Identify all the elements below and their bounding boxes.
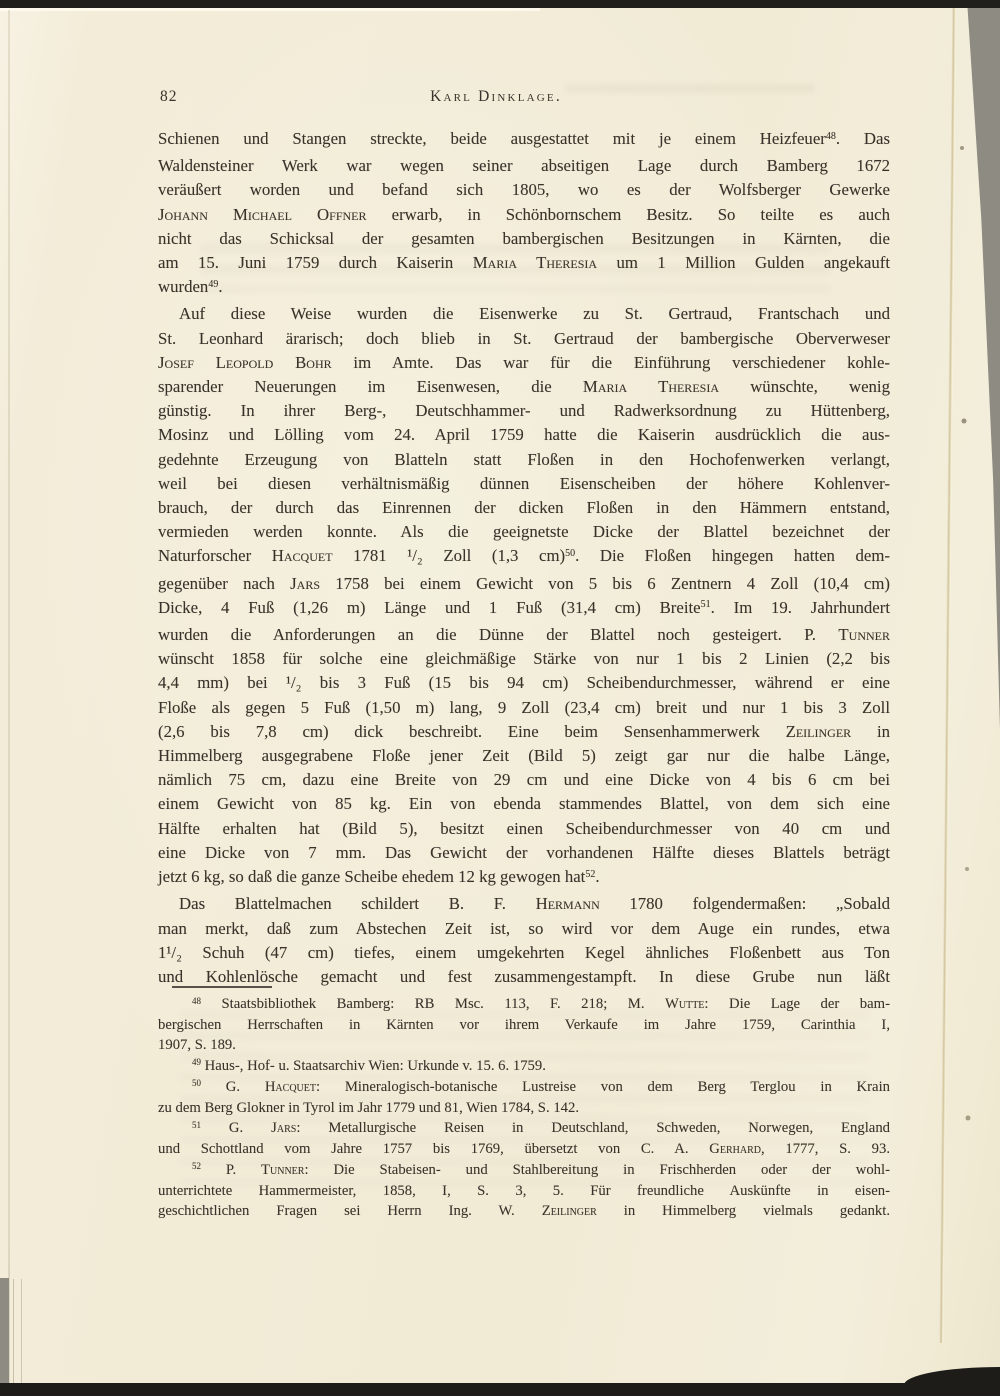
footnote-line [158, 1077, 890, 1098]
small-caps-name: Josef Leopold Bohr [158, 352, 332, 372]
text-run: : Die Lage der bam- [704, 996, 890, 1012]
text-run: gegenüber nach [158, 573, 291, 593]
text-run: um 1 Million Gulden angekauft [597, 253, 890, 273]
page-crease-right [939, 8, 956, 1343]
scan-dust-specks [0, 0, 2, 2]
text-run: Staatsbibliothek Bamberg: RB Msc. 113, F. 218; M. [201, 996, 665, 1012]
text-run: man merkt, daß zum Abstechen Zeit ist, so wird vor dem Auge ein rundes, etwa [158, 918, 890, 938]
text-run: und Schottland vom Jahre 1757 bis 1769, übersetzt von C. A. [158, 1141, 710, 1158]
body-line [158, 768, 890, 792]
text-run: gedehnte Erzeugung von Blatteln statt Floßen in den Hochofenwerken verlangt, [158, 449, 890, 469]
footnote [158, 1056, 890, 1077]
small-caps-name: Hacquet [271, 546, 333, 566]
body-line [158, 399, 890, 423]
text-run: G. [201, 1078, 265, 1095]
footnote-ref: 49 [208, 278, 219, 290]
body-line [158, 917, 890, 941]
text-run: nämlich 75 cm, dazu eine Breite von 29 cm und eine Dicke von 4 bis 6 cm bei [158, 770, 890, 790]
small-caps-name: Maria Theresia [472, 253, 598, 273]
footnote-ref: 48 [825, 130, 836, 142]
text-run: : Metallurgische Reisen in Deutschland, Schweden, Norwegen, England [296, 1120, 891, 1137]
paragraph [158, 302, 890, 892]
footnote-line [158, 994, 890, 1015]
text-run: Dicke, 4 Fuß (1,26 m) Länge und 1 Fuß (31,4 cm) Breite [158, 597, 701, 617]
text-run: bergischen Herrschaften in Kärnten vor ihrem Verkaufe im Jahre 1759, Carinthia I, [158, 1017, 890, 1034]
body-line [158, 841, 890, 865]
text-run: , 1777, S. 93. [760, 1141, 890, 1158]
text-run: 1¹/₂ Schuh (47 cm) tiefes, einem umgekehrten Kegel ähnliches Floßenbett aus Ton [158, 942, 890, 962]
footnote-marker: 52 [192, 1161, 201, 1172]
text-run: St. Leonhard ärarisch; doch blieb in St. Gertraud der bambergische Oberverweser [158, 328, 890, 348]
footnote-marker: 51 [192, 1119, 201, 1130]
footnote-line [158, 1056, 890, 1077]
footnote-line [158, 1139, 890, 1159]
text-run: P. [201, 1161, 262, 1178]
small-caps-name: Zeilinger [785, 721, 852, 741]
footnote [158, 1077, 890, 1118]
small-caps-name: Jars [271, 1120, 297, 1137]
text-run: geschichtlichen Fragen sei Herrn Ing. W. [158, 1203, 542, 1220]
body-line [158, 472, 890, 496]
text-run: wurden [158, 277, 209, 297]
body-line [158, 865, 890, 892]
body-line [158, 227, 890, 251]
text-run: Haus-, Hof- u. Staatsarchiv Wien: Urkunde v. 15. 6. 1759. [201, 1057, 546, 1074]
footnote [158, 1118, 890, 1159]
text-run: Naturforscher [158, 546, 272, 566]
body-line [158, 520, 890, 544]
body-line [158, 817, 890, 841]
text-run: . [595, 867, 600, 887]
body-line [158, 744, 890, 768]
text-run: Auf diese Weise wurden die Eisenwerke zu St. Gertraud, Frantschach und [179, 304, 890, 324]
body-line [158, 251, 890, 275]
text-run: wünscht 1858 für solche eine gleichmäßige Stärke von nur 1 bis 2 Linien (2,2 bis [158, 649, 890, 669]
text-run: einem Gewicht von 85 kg. Ein von ebenda stammendes Blattel, von dem sich eine [158, 794, 890, 814]
footnote-ref: 50 [565, 547, 576, 559]
small-caps-name: Maria Theresia [582, 377, 719, 397]
small-caps-name: Tunner [838, 625, 890, 645]
text-run: zu dem Berg Glokner in Tyrol im Jahr 1779 und 81, Wien 1784, S. 142. [158, 1100, 580, 1117]
small-caps-name: Wutte [665, 996, 705, 1012]
footnote-line [158, 1098, 890, 1118]
footnote-line [158, 1160, 890, 1181]
body-line [158, 302, 890, 326]
body-line [158, 423, 890, 447]
body-line [158, 572, 890, 596]
text-run: Hälfte erhalten hat (Bild 5), besitzt einen Scheibendurchmesser von 40 cm und [158, 818, 890, 838]
footnote-ref: 51 [700, 599, 711, 611]
text-run: in [851, 721, 890, 741]
text-run: nicht das Schicksal der gesamten bambergischen Besitzungen in Kärnten, die [158, 228, 890, 248]
page-edge-line [13, 1279, 14, 1383]
page-corner-bottom-right [904, 1367, 1000, 1385]
small-caps-name: Hermann [535, 894, 600, 914]
body-line [158, 720, 890, 744]
scan-top-edge [0, 0, 1000, 8]
footnote-rule [172, 986, 272, 988]
footnote [158, 994, 890, 1056]
body-line [158, 544, 890, 571]
body-line [158, 203, 890, 227]
text-run: : Die Stabeisen- und Stahlbereitung in Frischherden oder der wohl- [304, 1161, 890, 1178]
footnote-marker: 50 [192, 1078, 201, 1089]
body-line [158, 647, 890, 671]
text-run: jetzt 6 kg, so daß die ganze Scheibe ehedem 12 kg gewogen hat [158, 867, 586, 887]
footnote-line [158, 1201, 890, 1221]
body-line [158, 941, 890, 965]
text-run: 1907, S. 189. [158, 1037, 236, 1054]
text-run: eine Dicke von 7 mm. Das Gewicht der vorhandenen Hälfte dieses Blattels beträgt [158, 842, 890, 862]
body-line [158, 178, 890, 202]
scan-left-edge [0, 1278, 9, 1396]
body-line [158, 596, 890, 623]
scan-top-edge-highlight [0, 8, 540, 11]
paragraph [158, 127, 890, 302]
text-run: wurden die Anforderungen an die Dünne der Blattel noch gesteigert. P. [158, 625, 839, 645]
page-number: 82 [160, 88, 178, 105]
text-run: brauch, der durch das Einrennen der dicken Floßen in den Hämmern entstand, [158, 498, 890, 518]
running-header: Karl Dinklage. [430, 88, 562, 105]
scan-right-edge [966, 0, 1000, 730]
text-run: 1780 folgendermaßen: „Sobald [599, 894, 890, 914]
footnote-line [158, 1015, 890, 1035]
small-caps-name: Hacquet [264, 1078, 316, 1095]
page-crease-left [8, 10, 10, 1386]
body-line [158, 351, 890, 375]
text-run: weil bei diesen verhältnismäßig dünnen Eisenscheiben der höhere Kohlenver- [158, 473, 890, 493]
body-line [158, 892, 890, 916]
text-run: . Im 19. Jahrhundert [710, 597, 891, 617]
text-run: Mosinz und Lölling vom 24. April 1759 hatte die Kaiserin ausdrücklich die aus- [158, 425, 890, 445]
text-run: am 15. Juni 1759 durch Kaiserin [158, 253, 473, 273]
page-edge-line [21, 1279, 22, 1383]
footnote-line [158, 1035, 890, 1055]
body-line [158, 275, 890, 302]
text-run: unterrichtete Hammermeister, 1858, I, S. 3, 5. Für freundliche Auskünfte in eisen- [158, 1182, 890, 1199]
text-run: : Mineralogisch-botanische Lustreise von dem Berg Terglou in Krain [316, 1078, 891, 1095]
text-run: (2,6 bis 7,8 cm) dick beschreibt. Eine beim Sensenhammerwerk [158, 721, 786, 741]
text-run: Schienen und Stangen streckte, beide ausgestattet mit je einem Heizfeuer [158, 129, 826, 148]
text-run: . Die Floßen hingegen hatten dem- [575, 546, 890, 566]
text-run: 1781 ¹/₂ Zoll (1,3 cm) [332, 546, 566, 566]
small-caps-name: Gerhard [709, 1141, 761, 1158]
footnote-marker: 49 [192, 1057, 201, 1068]
body-line [158, 375, 890, 399]
body-line [158, 448, 890, 472]
text-run: vermieden werden konnte. Als die geeignetste Dicke der Blattel bezeichnet der [158, 522, 890, 542]
body-line [158, 327, 890, 351]
small-caps-name: Johann Michael Offner [158, 204, 367, 224]
text-run: 1758 bei einem Gewicht von 5 bis 6 Zentnern 4 Zoll (10,4 cm) [320, 573, 890, 593]
text-run: Floße als gegen 5 Fuß (1,50 m) lang, 9 Zoll (23,4 cm) breit und nur 1 bis 3 Zoll [158, 697, 890, 717]
text-run: . Das [835, 129, 890, 148]
text-run: wünschte, wenig [718, 377, 890, 397]
text-run: veräußert worden und befand sich 1805, wo es der Wolfsberger Gewerke [158, 180, 890, 200]
small-caps-name: Jars [290, 573, 320, 593]
text-run: im Amte. Das war für die Einführung verschiedener kohle- [331, 352, 890, 372]
text-run: sparender Neuerungen im Eisenwesen, die [158, 377, 583, 397]
small-caps-name: Tunner [261, 1161, 305, 1178]
small-caps-name: Zeilinger [541, 1203, 597, 1220]
body-line [158, 127, 890, 154]
text-run: in Himmelberg vielmals gedankt. [596, 1203, 891, 1220]
text-run: 4,4 mm) bei ¹/₂ bis 3 Fuß (15 bis 94 cm) Scheibendurchmesser, während er eine [158, 673, 890, 693]
text-run: günstig. In ihrer Berg-, Deutschhammer- und Radwerksordnung zu Hüttenberg, [158, 401, 890, 421]
body-line [158, 623, 890, 647]
page-header [158, 88, 890, 110]
footnote-line [158, 1118, 890, 1139]
footnote-ref: 52 [585, 868, 596, 880]
body-line [158, 671, 890, 695]
text-run: G. [201, 1120, 272, 1137]
text-run: Himmelberg ausgegrabene Floße jener Zeit (Bild 5) zeigt gar nur die halbe Länge, [158, 746, 890, 766]
body-line [158, 792, 890, 816]
text-run: und Kohlenlösche gemacht und fest zusammengestampft. In diese Grube nun läßt [158, 966, 890, 986]
paragraph [158, 892, 890, 989]
text-run: erwarb, in Schönbornschem Besitz. So teilte es auch [366, 204, 890, 224]
body-line [158, 154, 890, 178]
body-line [158, 696, 890, 720]
footnote-line [158, 1181, 890, 1201]
body-text [158, 127, 890, 989]
footnotes [158, 994, 890, 1221]
footnote-marker: 48 [192, 995, 201, 1006]
scan-bottom-edge [0, 1383, 1000, 1396]
text-run: . [218, 277, 223, 297]
body-line [158, 496, 890, 520]
text-run: Das Blattelmachen schildert B. F. [179, 894, 536, 914]
footnote [158, 1160, 890, 1222]
text-run: Waldensteiner Werk war wegen seiner abseitigen Lage durch Bamberg 1672 [158, 156, 890, 176]
